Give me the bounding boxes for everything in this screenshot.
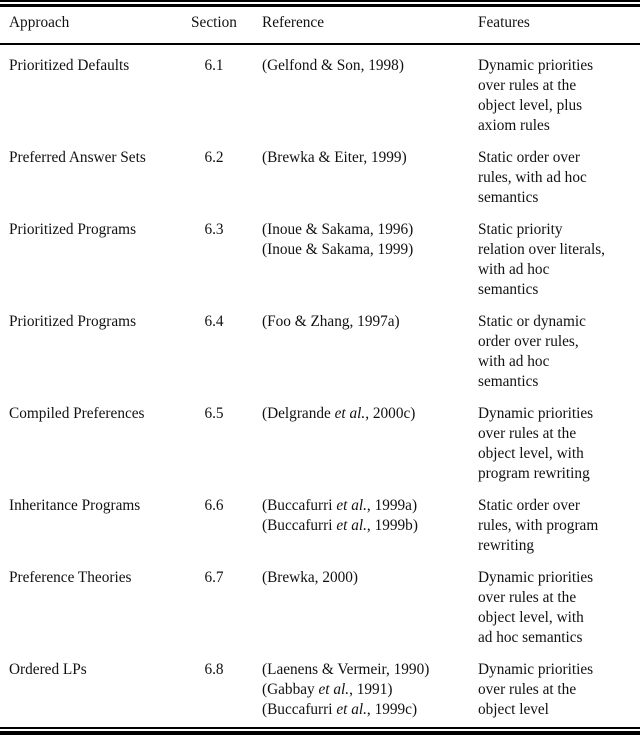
citation <box>262 680 429 700</box>
citation <box>262 700 429 720</box>
citation <box>262 660 429 680</box>
features-line: object level, with <box>478 445 584 462</box>
features-cell <box>478 496 598 556</box>
citation-text: (Delgrande <box>262 405 335 422</box>
section-cell: 6.5 <box>204 405 224 422</box>
features-line: semantics <box>478 281 539 298</box>
reference-cell <box>262 568 358 588</box>
approach-cell: Prioritized Programs <box>9 221 137 238</box>
bottom-rule-thin <box>0 727 640 729</box>
header-features: Features <box>478 14 530 31</box>
citation-text: (Laenens & Vermeir, 1990) <box>262 661 430 678</box>
reference-cell <box>262 496 418 536</box>
reference-cell <box>262 312 400 332</box>
bottom-rule-thick <box>0 731 640 735</box>
citation-text: (Gabbay <box>262 681 319 698</box>
features-line: ad hoc semantics <box>478 629 583 646</box>
header-rule <box>0 43 640 45</box>
features-cell <box>478 404 593 484</box>
top-rule-thick <box>0 4 640 7</box>
citation-year: , 1999c) <box>366 701 418 718</box>
features-line: Static order over <box>478 497 580 514</box>
section-cell: 6.6 <box>204 497 224 514</box>
features-line: over rules at the <box>478 589 577 606</box>
reference-cell <box>262 56 404 76</box>
approach-cell: Prioritized Programs <box>9 313 137 330</box>
approach-cell: Prioritized Defaults <box>9 57 130 74</box>
citation-text: (Foo & Zhang, 1997a) <box>262 313 400 330</box>
features-cell <box>478 660 593 720</box>
section-cell: 6.4 <box>204 313 224 330</box>
citation <box>262 240 413 260</box>
top-rule-thin <box>0 0 640 2</box>
features-line: Dynamic priorities <box>478 57 594 74</box>
header-reference: Reference <box>262 14 324 31</box>
citation-text: (Buccafurri <box>262 701 337 718</box>
header-approach: Approach <box>9 14 70 31</box>
features-line: over rules at the <box>478 681 577 698</box>
features-cell <box>478 568 593 648</box>
features-line: object level, plus <box>478 97 583 114</box>
features-line: Dynamic priorities <box>478 405 594 422</box>
citation <box>262 220 413 240</box>
features-line: with ad hoc <box>478 261 550 278</box>
citation-text: (Inoue & Sakama, 1996) <box>262 221 414 238</box>
features-line: rules, with program <box>478 517 599 534</box>
features-line: object level, with <box>478 609 584 626</box>
features-cell <box>478 148 587 208</box>
citation <box>262 312 400 332</box>
reference-cell <box>262 148 407 168</box>
features-line: semantics <box>478 373 539 390</box>
citation <box>262 56 404 76</box>
citation-etal: et al. <box>334 405 366 422</box>
citation-text: (Brewka, 2000) <box>262 569 359 586</box>
section-cell: 6.7 <box>204 569 224 586</box>
features-line: rewriting <box>478 537 535 554</box>
features-line: Dynamic priorities <box>478 569 594 586</box>
citation-text: (Buccafurri <box>262 517 337 534</box>
features-line: axiom rules <box>478 117 550 134</box>
features-line: semantics <box>478 189 539 206</box>
header-section: Section <box>191 14 237 31</box>
citation-text: (Gelfond & Son, 1998) <box>262 57 404 74</box>
features-line: Static order over <box>478 149 580 166</box>
section-cell: 6.8 <box>204 661 224 678</box>
reference-cell <box>262 404 415 424</box>
reference-cell <box>262 660 429 720</box>
approach-cell: Preferred Answer Sets <box>9 149 146 166</box>
features-line: Dynamic priorities <box>478 661 594 678</box>
citation <box>262 568 358 588</box>
features-cell <box>478 312 586 392</box>
features-line: Static priority <box>478 221 563 238</box>
citation <box>262 148 407 168</box>
features-line: over rules at the <box>478 77 577 94</box>
features-line: program rewriting <box>478 465 590 482</box>
citation-etal: et al. <box>336 701 367 718</box>
features-line: over rules at the <box>478 425 577 442</box>
features-cell <box>478 220 605 300</box>
section-cell: 6.3 <box>204 221 224 238</box>
citation <box>262 404 415 424</box>
features-line: with ad hoc <box>478 353 550 370</box>
citation-year: , 1999a) <box>366 497 418 514</box>
section-cell: 6.2 <box>204 149 224 166</box>
features-line: relation over literals, <box>478 241 605 258</box>
citation-etal: et al. <box>336 497 367 514</box>
section-cell: 6.1 <box>204 57 224 74</box>
citation-text: (Brewka & Eiter, 1999) <box>262 149 407 166</box>
features-cell <box>478 56 593 136</box>
features-line: Static or dynamic <box>478 313 586 330</box>
citation-text: (Inoue & Sakama, 1999) <box>262 241 414 258</box>
citation-year: , 2000c) <box>365 405 416 422</box>
approach-cell: Inheritance Programs <box>9 497 141 514</box>
features-line: rules, with ad hoc <box>478 169 587 186</box>
citation-etal: et al. <box>336 517 367 534</box>
features-line: order over rules, <box>478 333 579 350</box>
approach-cell: Compiled Preferences <box>9 405 145 422</box>
citation-etal: et al. <box>318 681 350 698</box>
approach-cell: Preference Theories <box>9 569 132 586</box>
reference-cell <box>262 220 413 260</box>
features-line: object level <box>478 701 549 718</box>
citation-year: , 1991) <box>349 681 393 698</box>
citation-text: (Buccafurri <box>262 497 337 514</box>
citation <box>262 496 418 516</box>
citation <box>262 516 418 536</box>
approach-cell: Ordered LPs <box>9 661 87 678</box>
citation-year: , 1999b) <box>366 517 418 534</box>
